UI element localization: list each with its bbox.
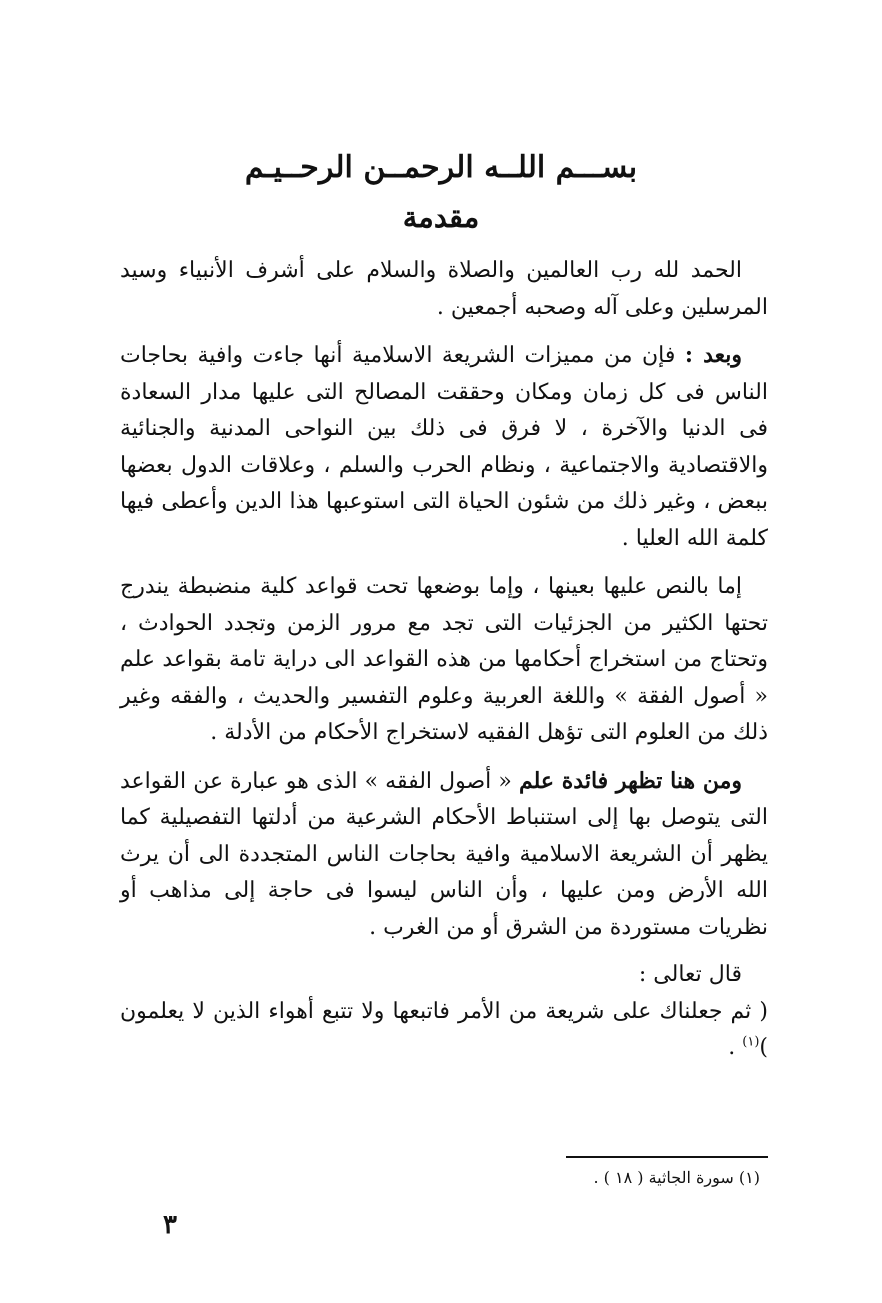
paragraph-3 (120, 568, 768, 752)
paragraph-2 (120, 337, 768, 557)
paragraph-1-text: الحمد لله رب العالمين والصلاة والسلام على أشرف الأنبياء وسيد المرسلين وعلى آله وصحبه أجمعين . (120, 258, 768, 320)
paragraph-1 (120, 252, 768, 326)
quran-verse-text: ( ثم جعلناك على شريعة من الأمر فاتبعها ولا تتبع أهواء الذين لا يعلمون ) (120, 998, 768, 1060)
paragraph-3-text: إما بالنص عليها بعينها ، وإما بوضعها تحت قواعد كلية منضبطة يندرج تحتها الكثير من الجزئيات التى تجد مع مرور الزمن وتجدد الحوادث ، وتحتاج من استخراج أحكامها من هذه القواعد الى دراية تامة بقواعد علم « أصول الفقة » واللغة العربية وعلوم التفسير والحديث ، والفقه وغير ذلك من العلوم التى تؤهل الفقيه لاستخراج الأحكام من الأدلة . (120, 574, 768, 745)
paragraph-4-lead: ومن هنا تظهر فائدة علم (518, 767, 742, 794)
basmala-heading: بســـم اللــه الرحمــن الرحــيـم (244, 150, 638, 185)
page-number: ٣ (163, 1210, 177, 1240)
page-title: مقدمة (402, 200, 480, 234)
footnote: (١) سورة الجاثية ( ١٨ ) . (593, 1168, 760, 1187)
quran-verse-end: . (728, 1035, 743, 1060)
paragraph-4 (120, 763, 768, 947)
footnote-marker: (١) (742, 1034, 760, 1050)
footnote-divider (566, 1156, 768, 1158)
quote-intro: قال تعالى : (638, 962, 742, 987)
body-text (120, 252, 768, 1067)
paragraph-2-lead: وبعد : (684, 342, 742, 368)
paragraph-2-text: فإن من مميزات الشريعة الاسلامية أنها جاءت وافية بحاجات الناس فى كل زمان ومكان وحققت المصالح التى عليها مدار السعادة فى الدنيا والآخرة ، لا فرق فى ذلك بين النواحى المدنية والجنائية والاقتصادية والاجتماعية ، ونظام الحرب والسلم ، وعلاقات الدول بعضها ببعض ، وغير ذلك من شئون الحياة التى استوعبها هذا الدين وأعطى فيها كلمة الله العليا . (120, 343, 768, 551)
paragraph-4-text: « أصول الفقه » الذى هو عبارة عن القواعد التى يتوصل بها إلى استنباط الأحكام الشرعية من أدلتها التفصيلية كما يظهر أن الشريعة الاسلامية وافية بحاجات الناس المتجددة الى أن يرث الله الأرض ومن عليها ، وأن الناس ليسوا فى حاجة إلى مذاهب أو نظريات مستوردة من الشرق أو من الغرب . (120, 768, 768, 940)
quran-verse (120, 994, 768, 1067)
